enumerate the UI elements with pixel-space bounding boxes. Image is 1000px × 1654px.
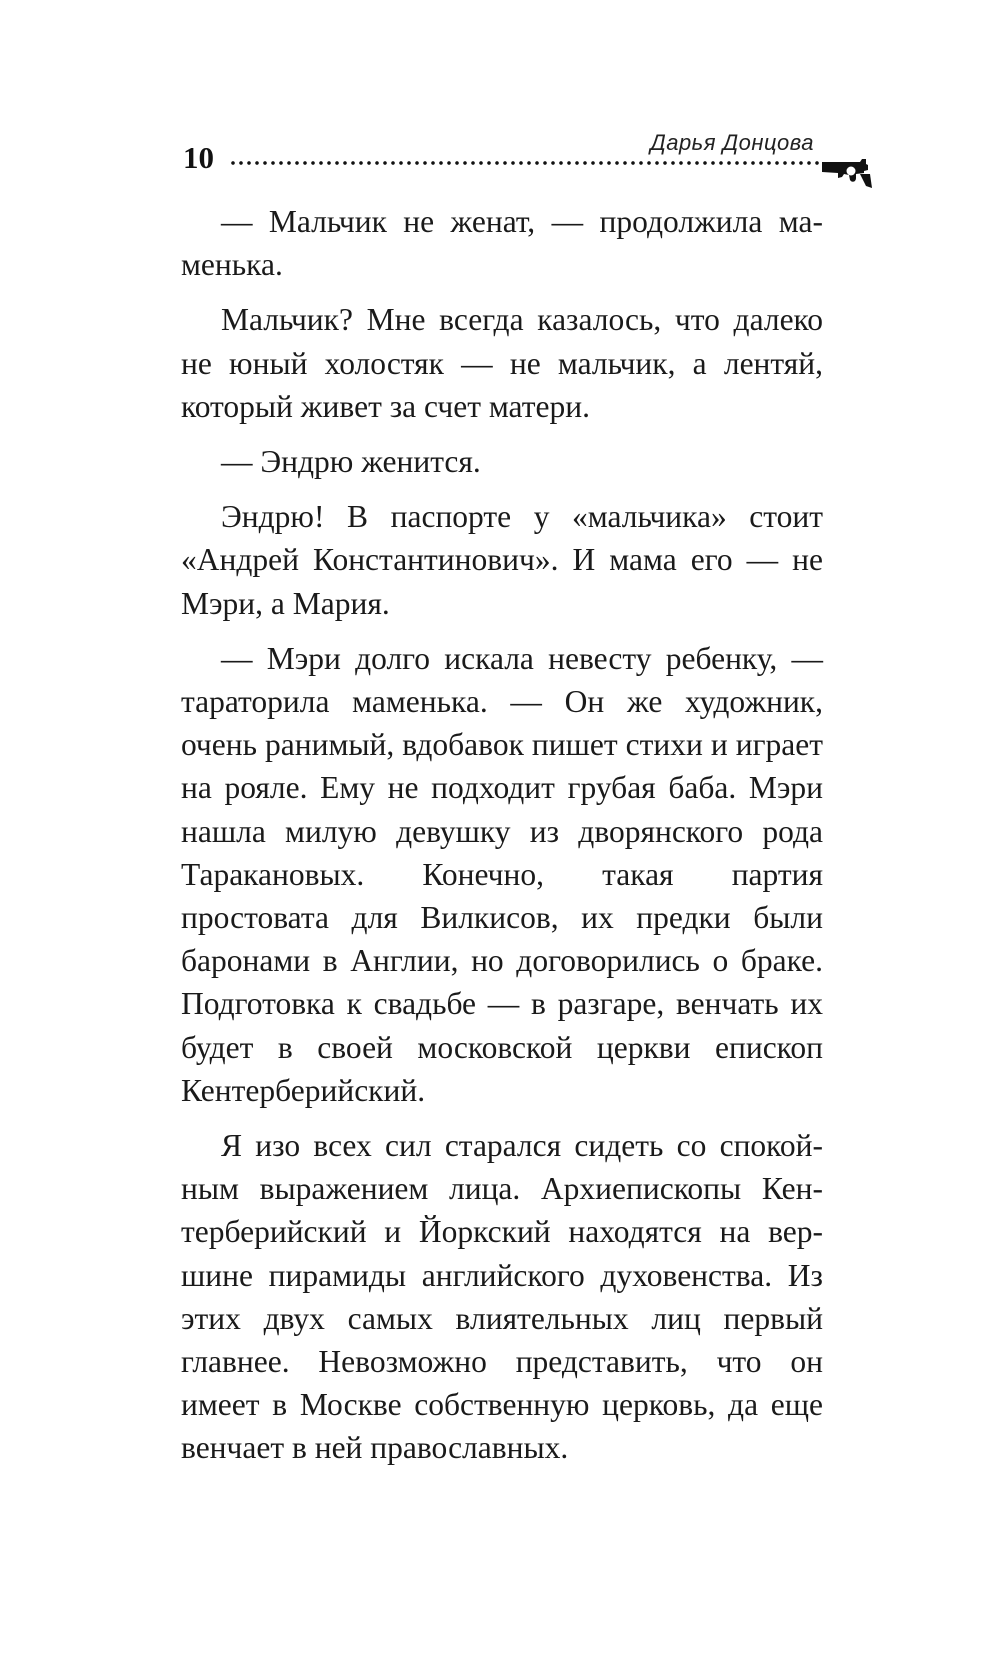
- body-text: [181, 200, 823, 1470]
- paragraph: — Мальчик не женат, — продолжила маменька.: [181, 204, 823, 283]
- revolver-icon: [820, 156, 872, 190]
- author-name: Дарья Донцова: [650, 130, 814, 155]
- paragraph: Я изо всех сил старался сидеть со спокойным выражением лица. Архиепископы Кентерберийский и Йоркский находятся на вершине пирамиды английского духовенства. Из этих двух самых влиятельных лиц первый главнее. Невозможно представить, что он имеет в Москве собственную церковь, да еще венчает в ней православных.: [181, 1128, 823, 1466]
- page-number: 10: [183, 140, 214, 175]
- dot-leader: [229, 160, 820, 166]
- paragraph: Эндрю! В паспорте у «мальчика» стоит «Андрей Константинович». И мама его — не Мэри, а Мария.: [181, 499, 823, 621]
- paragraph: — Эндрю женится.: [221, 444, 481, 480]
- paragraph: Мальчик? Мне всегда казалось, что далеко не юный холостяк — не мальчик, а лентяй, который живет за счет матери.: [181, 302, 823, 424]
- paragraph: — Мэри долго искала невесту ребенку, — тараторила маменька. — Он же художник, очень ранимый, вдобавок пишет стихи и играет на рояле. Ему не подходит грубая баба. Мэри нашла милую девушку из дворянского рода Таракановых. Конечно, такая партия простовата для Вилкисов, их предки были баронами в Англии, но договорились о браке. Подготовка к свадьбе — в разгаре, венчать их будет в своей московской церкви епископ Кентерберийский.: [181, 640, 823, 1108]
